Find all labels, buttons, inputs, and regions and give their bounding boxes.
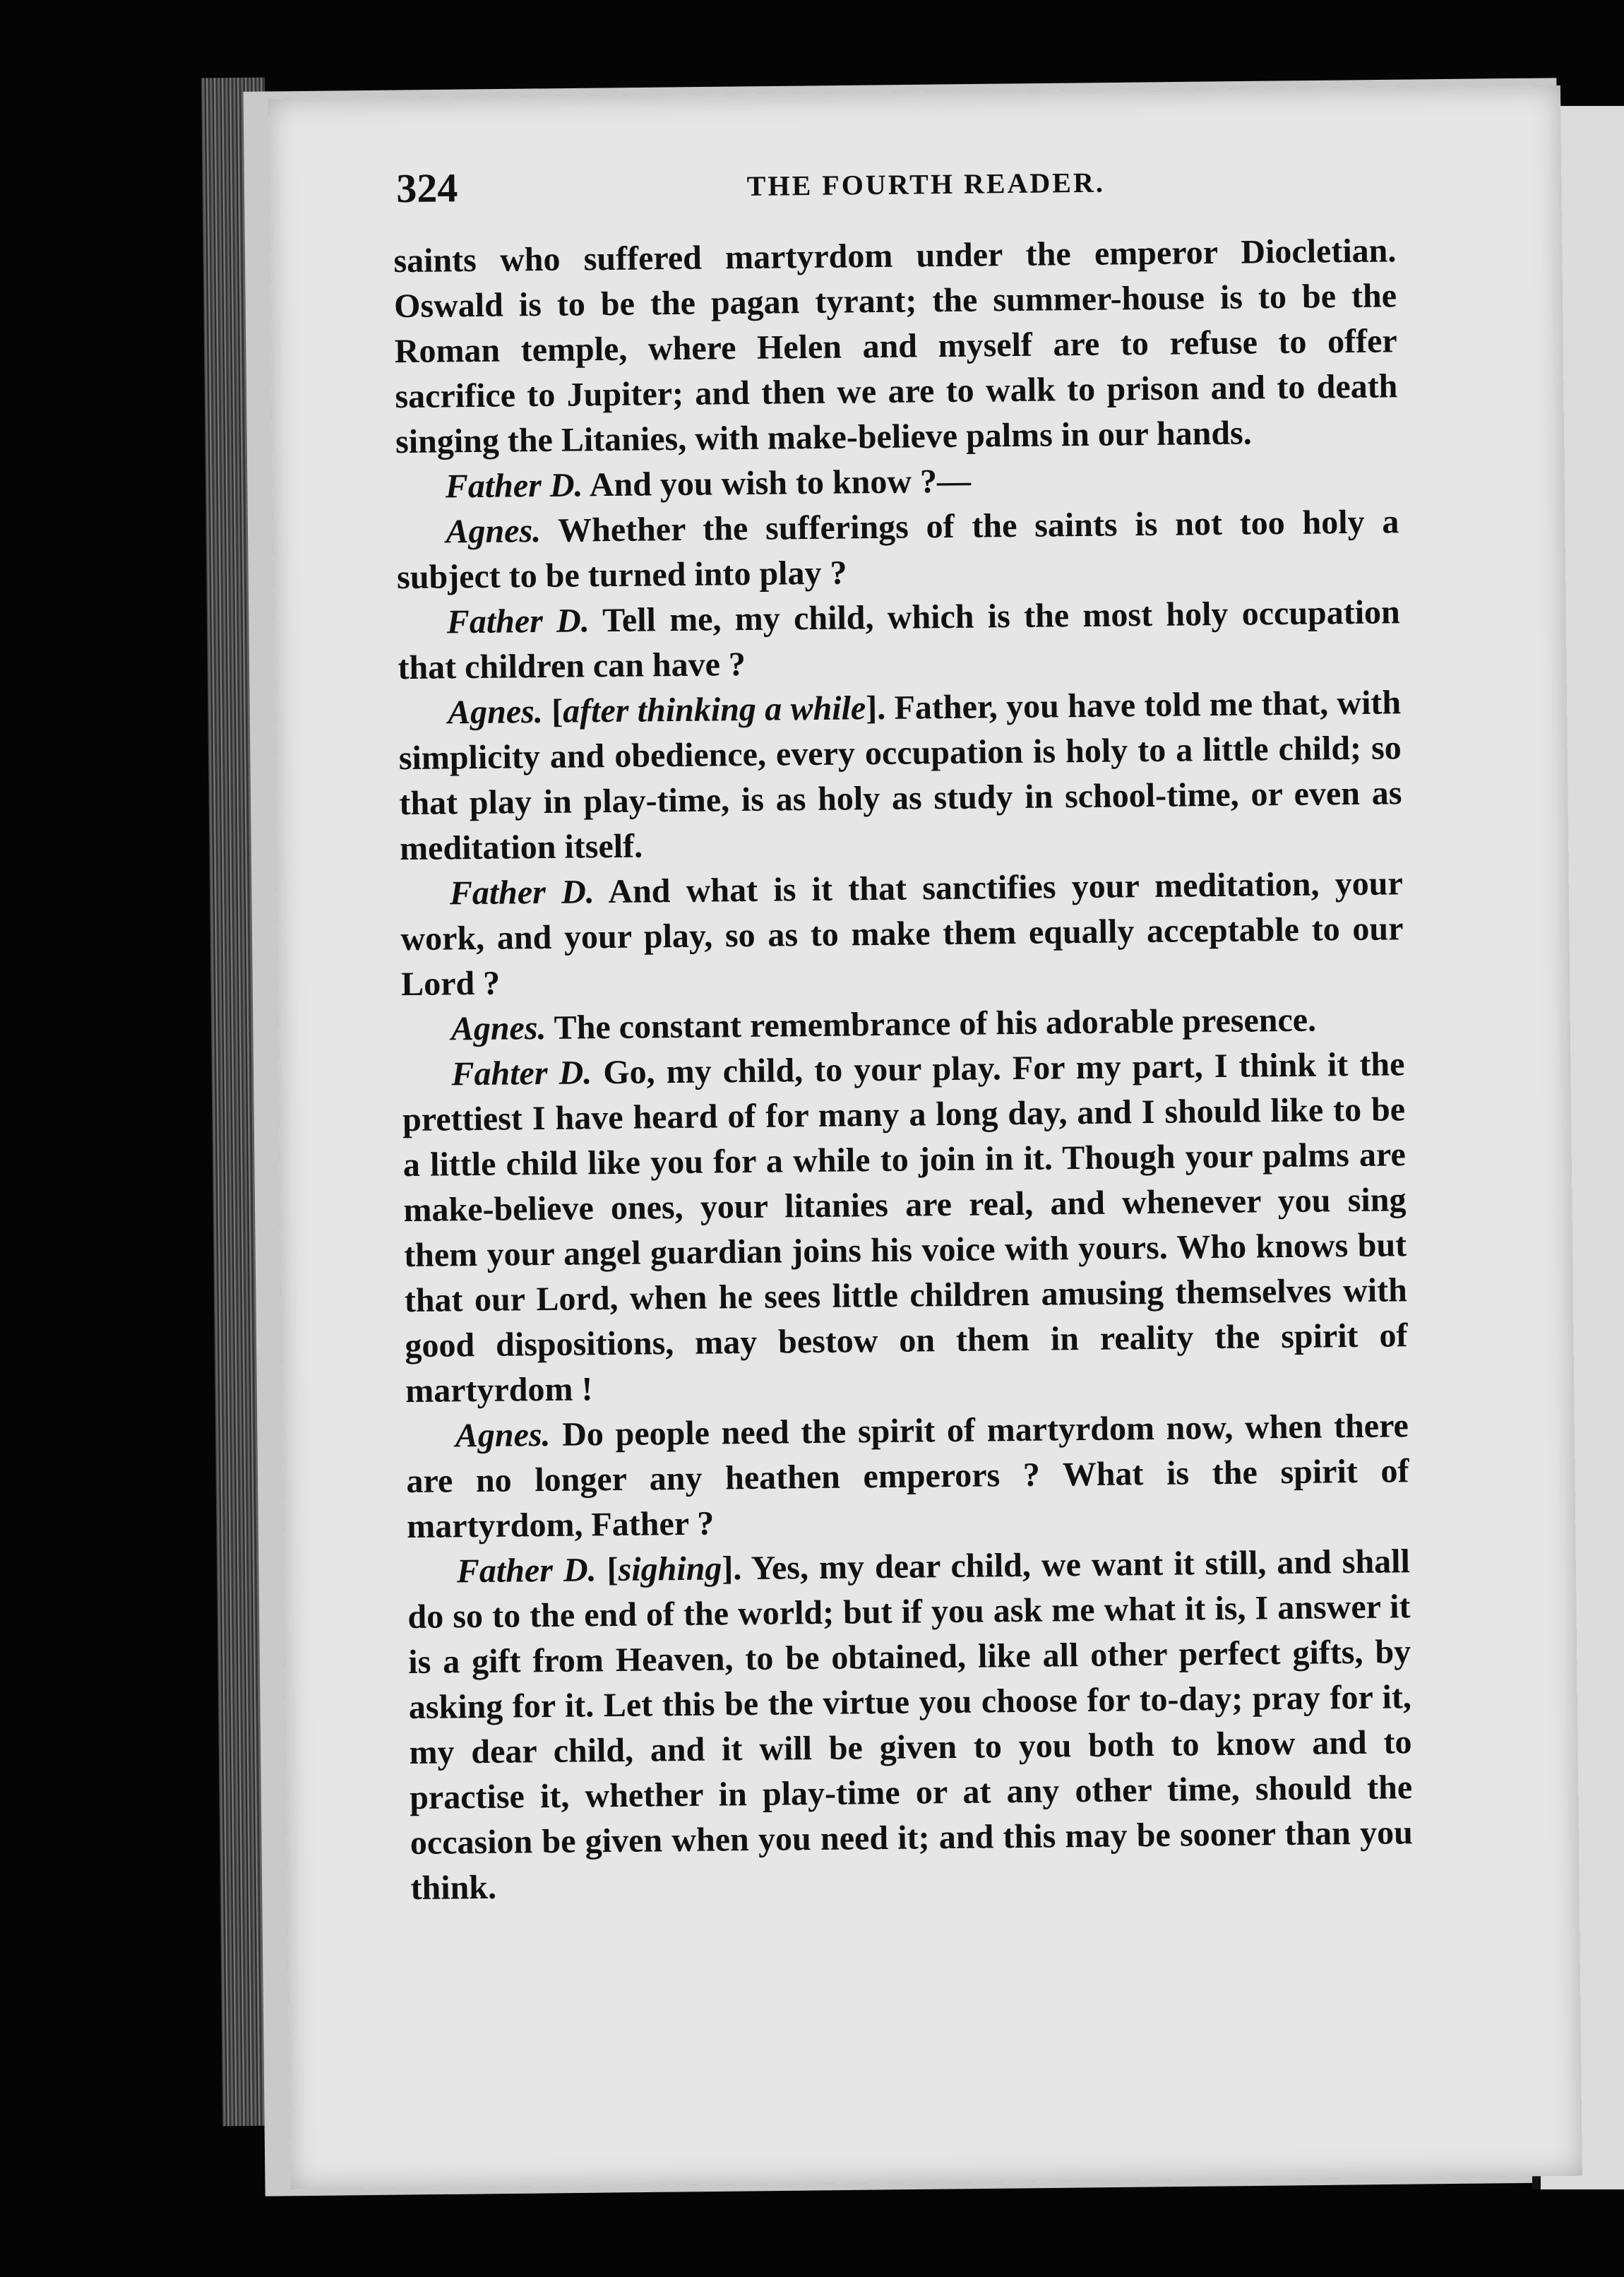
paragraph-text: And what is it that sanctifies your meditation, your work, and your play, so as to make them equally acceptable to our Lord ? [400,864,1404,1004]
speaker-name: Father D. [445,466,583,506]
speaker-name: Agnes. [455,1415,551,1455]
paragraph [406,1403,1410,1550]
paragraph [393,228,1398,465]
paragraph [398,680,1403,872]
paragraph-text: saints who suffered martyrdom under the emperor Diocletian. Oswald is to be the pagan tyrant; the summer-house is to be the Roman temple, where Helen and myself are to refuse to offer sacrifice to Jupiter; and then we are to walk to prison and to death singing the Litanies, with make-believe palms in our hands. [393,232,1398,461]
paragraph-text: And you wish to know ?— [589,462,972,504]
paragraph-text: Go, my child, to your play. For my part, I think it the prettiest I have heard of for many a long day, and I should like to be a little child like you for a while to join in it. Though your palms are make-believe ones, your litanies are real, and whenever you sing them your angel guardian joins his voice with yours. Who knows but that our Lord, when he sees little children amusing themselves with good dispositions, may bestow on them in reality the spirit of martyrdom ! [402,1045,1408,1410]
speaker-name: Father D. [456,1551,597,1591]
stage-direction-close: ]. [722,1550,742,1588]
paragraph [396,499,1399,600]
stage-direction: sighing [618,1550,722,1588]
paragraph-text: Yes, my dear child, we want it still, and shall do so to the end of the world; but if you ask me what it is, I answer it is a gift from Heaven, to be obtained, like all other perfect gifts, by asking for it. Let this be the virtue you choose for to-day; pray for it, my dear child, and it will be given to you both to know and to practise it, whether in play-time or at any other time, should the occasion be given when you need it; and this may be sooner than you think. [407,1542,1414,1908]
stage-direction: after thinking a while [562,689,866,730]
paragraph [400,861,1404,1007]
paragraph [407,1539,1414,1911]
stage-direction-open: [ [607,1550,619,1589]
paragraph-text: The constant remembrance of his adorable presence. [554,1001,1317,1047]
stage-direction-close: ]. [865,689,886,727]
speaker-name: Father D. [446,602,590,641]
speaker-name: Agnes. [450,1009,547,1048]
paragraph-text: Do people need the spirit of martyrdom now, when there are no longer any heathen emperors ? What is the spirit of martyrdom, Father ? [406,1407,1409,1546]
paragraph [397,590,1400,691]
book-page [268,85,1582,2189]
running-head: THE FOURTH READER. [746,166,1106,202]
body-text [393,228,1414,1911]
speaker-name: Agnes. [447,692,544,732]
page-header [396,153,1456,221]
speaker-name: Father D. [449,873,595,912]
paragraph-text: Father, you have told me that, with simplicity and obedience, every occupation is holy to a little child; so that play in play-time, is as holy as study in school-time, or even as meditation itself. [398,684,1402,868]
speaker-name: Agnes. [446,511,542,551]
page-number: 324 [395,165,458,212]
speaker-name: Fahter D. [451,1054,592,1093]
paragraph [402,1042,1408,1414]
paragraph-text: Tell me, my child, which is the most holy occupation that children can have ? [398,593,1400,687]
stage-direction-open: [ [551,692,563,730]
paragraph-text: Whether the sufferings of the saints is not too holy a subject to be turned into play ? [396,503,1399,597]
